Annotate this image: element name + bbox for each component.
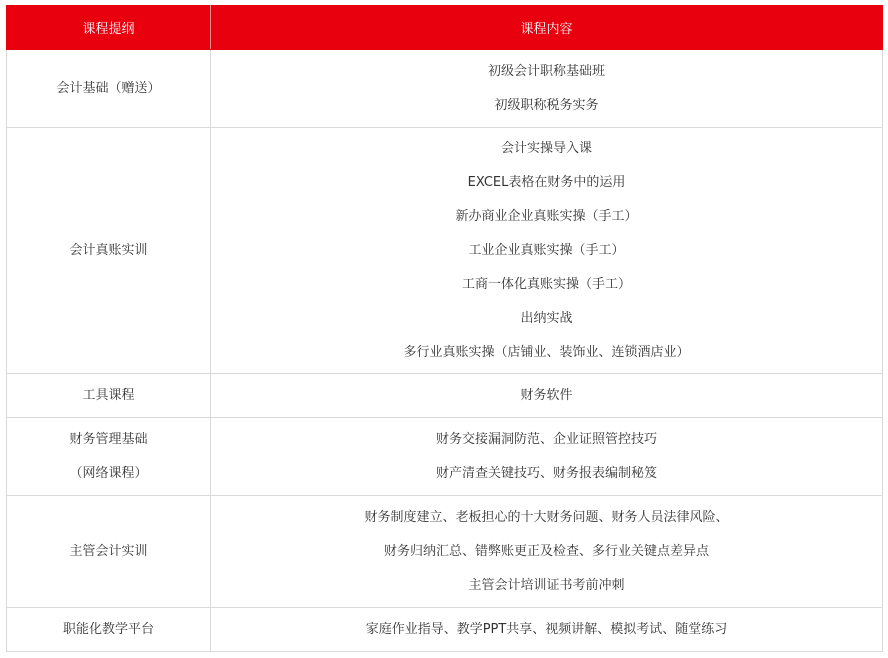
table-row xyxy=(7,374,883,418)
outline-cell xyxy=(7,374,211,418)
content-cell xyxy=(211,608,883,652)
content-item: 多行业真账实操（店铺业、装饰业、连锁酒店业） xyxy=(403,344,690,360)
content-cell xyxy=(211,418,883,496)
content-cell xyxy=(211,374,883,418)
content-item: 财务软件 xyxy=(520,387,573,403)
table-header-row xyxy=(7,6,883,50)
content-item: 初级会计职称基础班 xyxy=(487,63,605,79)
header-content: 课程内容 xyxy=(211,6,883,50)
table-row xyxy=(7,418,883,496)
course-outline-table xyxy=(6,5,883,652)
outline-text: 会计基础（赠送） xyxy=(56,80,161,96)
content-item: 家庭作业指导、教学PPT共享、视频讲解、模拟考试、随堂练习 xyxy=(365,621,728,637)
content-cell xyxy=(211,496,883,608)
outline-cell xyxy=(7,418,211,496)
table-row xyxy=(7,128,883,374)
header-outline: 课程提纲 xyxy=(7,6,211,50)
table-row xyxy=(7,496,883,608)
content-item: 财务交接漏洞防范、企业证照管控技巧 xyxy=(435,431,657,447)
outline-text: 财务管理基础 xyxy=(69,431,148,447)
content-cell xyxy=(211,50,883,128)
content-item: 初级职称税务实务 xyxy=(494,97,599,113)
content-item: 主管会计培训证书考前冲刺 xyxy=(468,577,625,593)
content-item: 新办商业企业真账实操（手工） xyxy=(455,208,638,224)
outline-text: （网络课程） xyxy=(69,465,148,481)
content-item: 会计实操导入课 xyxy=(500,140,592,156)
outline-text: 主管会计实训 xyxy=(69,543,148,559)
outline-cell xyxy=(7,128,211,374)
content-item: 出纳实战 xyxy=(520,310,573,326)
outline-cell xyxy=(7,50,211,128)
content-item: 工业企业真账实操（手工） xyxy=(468,242,625,258)
content-item: 财务归纳汇总、错弊账更正及检查、多行业关键点差异点 xyxy=(383,543,709,559)
outline-cell xyxy=(7,608,211,652)
outline-text: 职能化教学平台 xyxy=(62,621,154,637)
outline-text: 工具课程 xyxy=(82,387,135,403)
table-row xyxy=(7,50,883,128)
content-item: EXCEL表格在财务中的运用 xyxy=(467,174,626,190)
content-item: 财务制度建立、老板担心的十大财务问题、财务人员法律风险、 xyxy=(364,509,729,525)
content-cell xyxy=(211,128,883,374)
content-item: 工商一体化真账实操（手工） xyxy=(461,276,631,292)
content-item: 财产清查关键技巧、财务报表编制秘笈 xyxy=(435,465,657,481)
outline-cell xyxy=(7,496,211,608)
table-row xyxy=(7,608,883,652)
outline-text: 会计真账实训 xyxy=(69,242,148,258)
